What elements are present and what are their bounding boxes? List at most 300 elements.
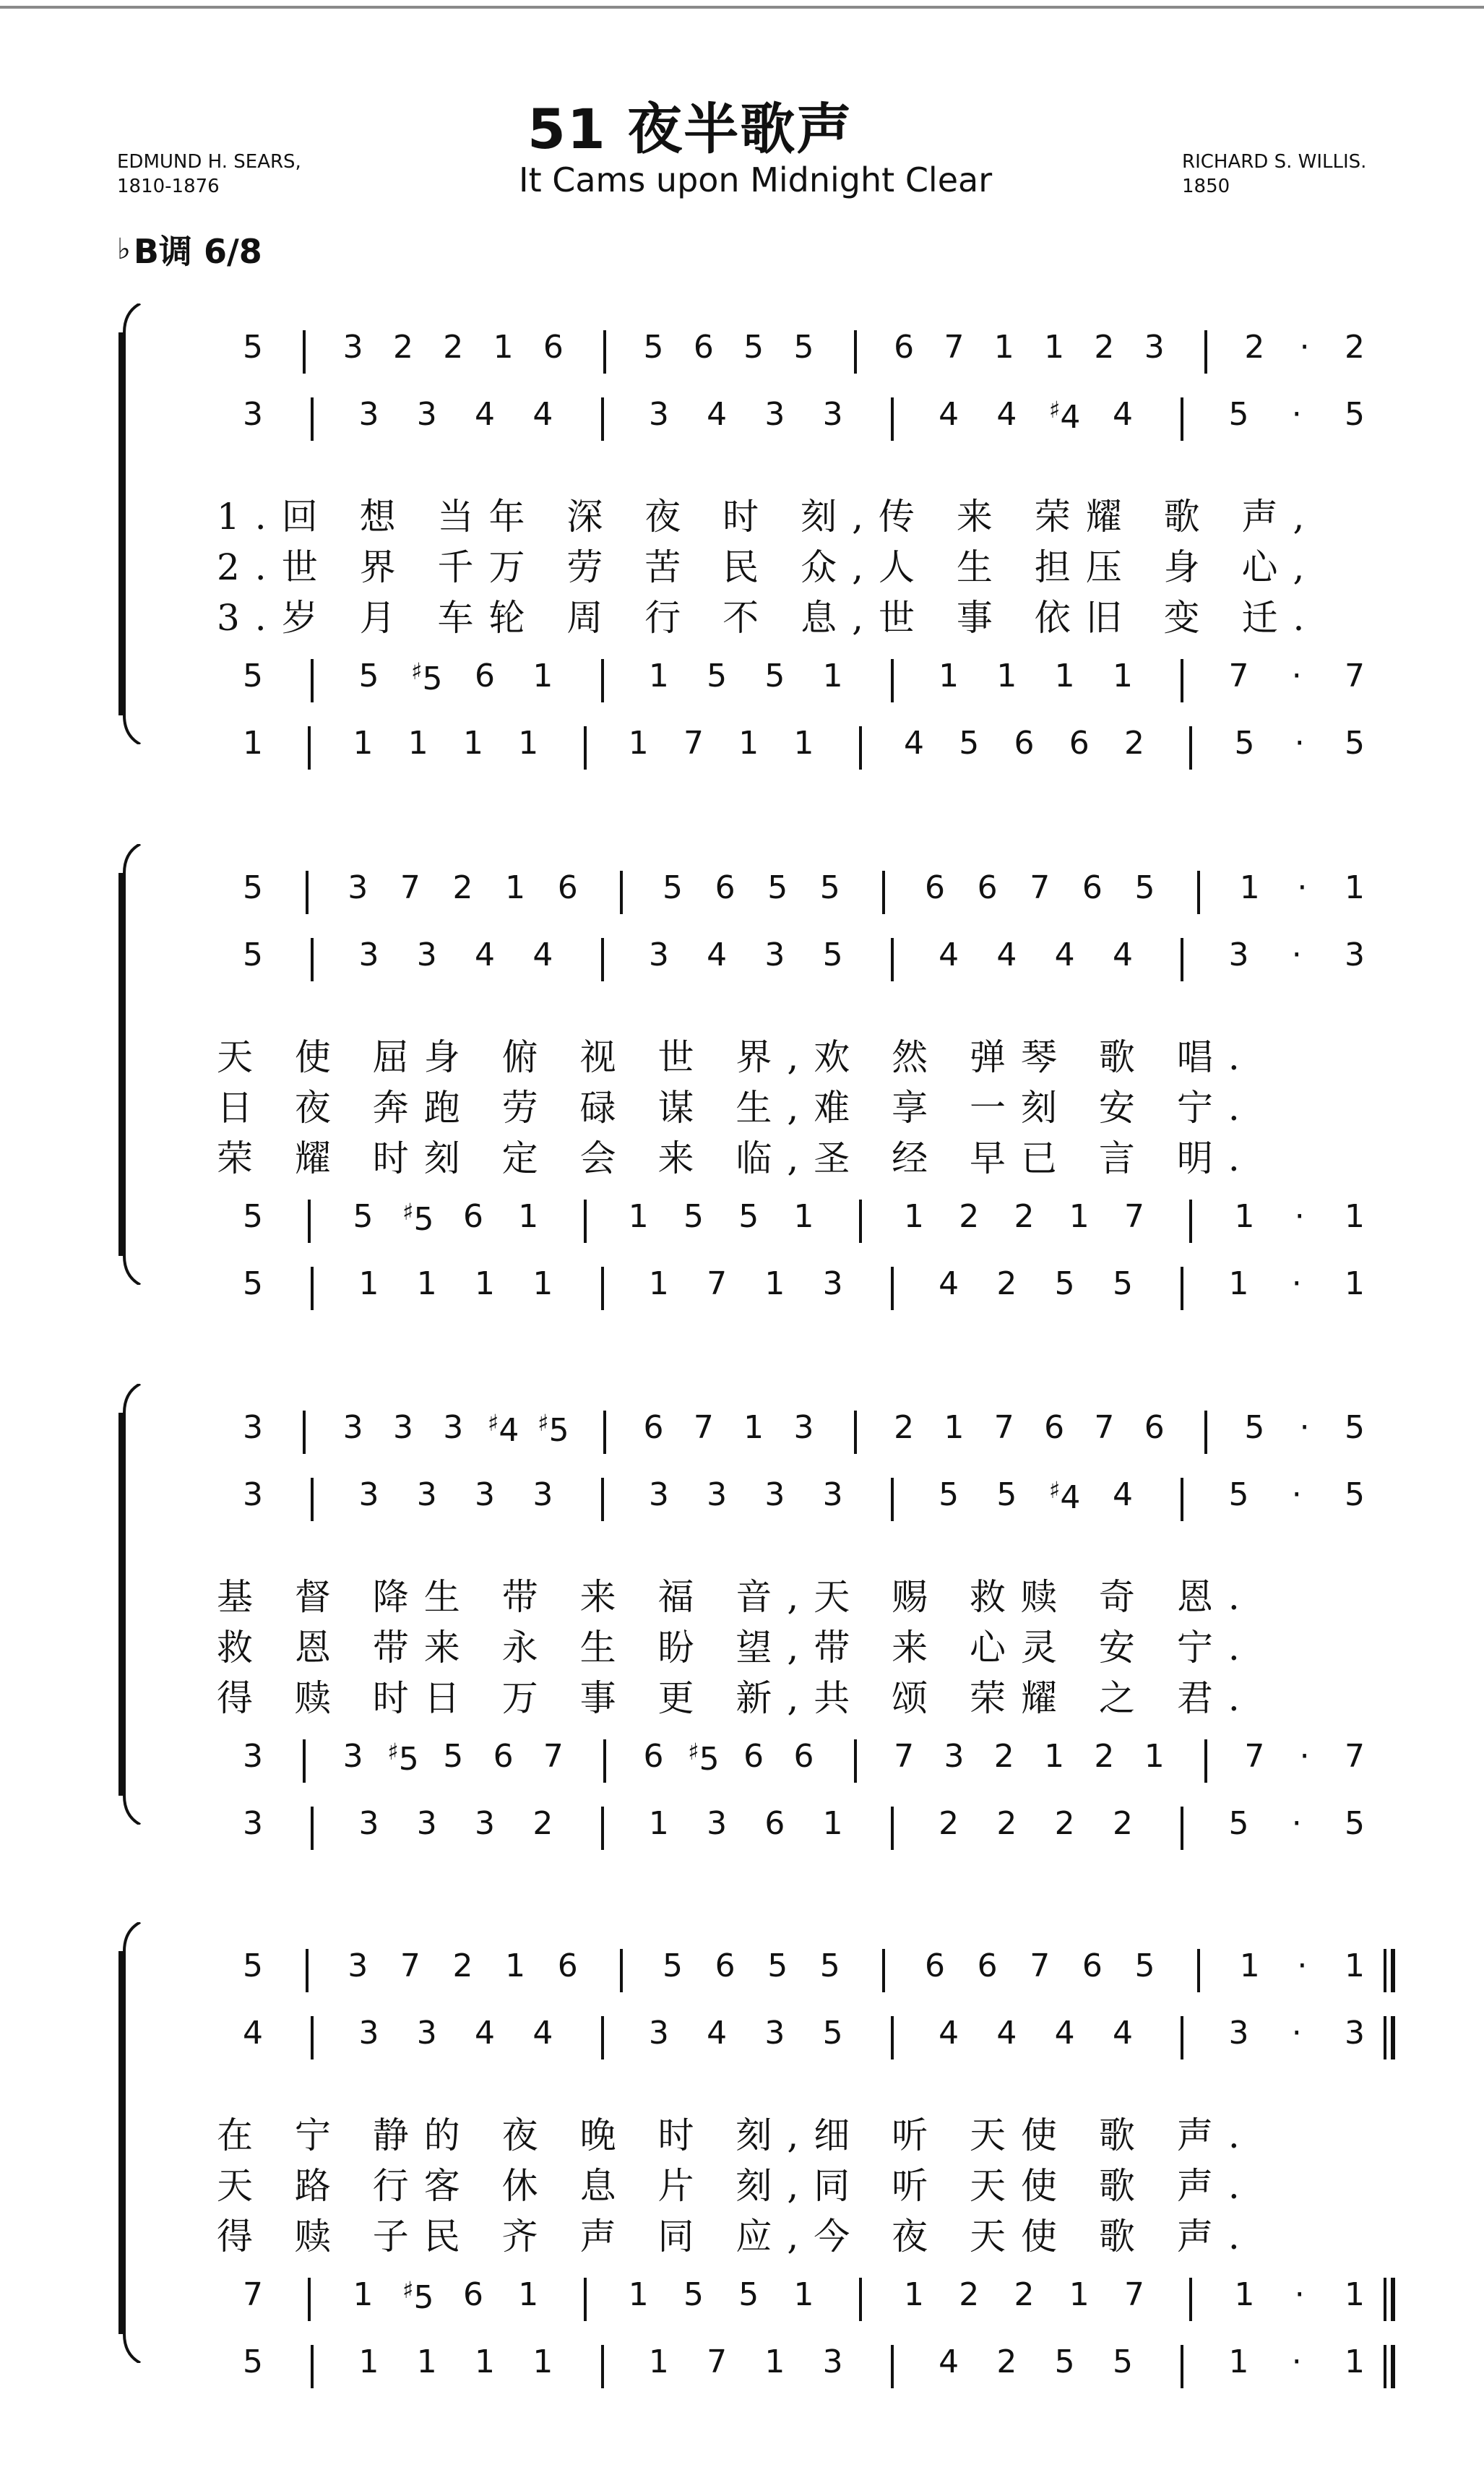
note: 1 [243, 725, 263, 762]
note: 1 [1239, 869, 1260, 906]
bar-line [601, 2345, 604, 2388]
note: 3 [416, 1805, 437, 1842]
note: 3 [416, 396, 437, 433]
note: 7 [683, 725, 704, 762]
note: ♯5 [411, 658, 443, 697]
note: 1 [358, 2343, 379, 2380]
bar-line [1181, 2345, 1183, 2388]
soprano-alto-row [116, 869, 1416, 920]
lyric-line: 1.回 想 当年 深 夜 时 刻,传 来 荣耀 歌 声, [217, 496, 1320, 538]
lyric-line: 在 宁 静的 夜 晚 时 刻,细 听 天使 歌 声. [217, 2114, 1255, 2156]
bar-line [854, 330, 857, 374]
note: 3 [358, 396, 379, 433]
bar-line [601, 659, 604, 702]
note: 2 [939, 1805, 959, 1842]
note: 4 [707, 937, 728, 973]
note: 3 [416, 2015, 437, 2052]
note: 1 [518, 1198, 539, 1235]
note: 2 [1094, 1738, 1115, 1775]
note: 3 [532, 1476, 553, 1513]
tenor-bass-row [116, 1805, 1416, 1856]
rhythm-dot: · [1291, 937, 1302, 973]
note: 5 [643, 329, 664, 366]
hymn-subtitle: It Cams upon Midnight Clear [519, 160, 993, 199]
note: 1 [793, 1198, 814, 1235]
note: 4 [939, 2015, 959, 2052]
note: 1 [939, 658, 959, 694]
note: 1 [1345, 869, 1365, 906]
bar-line [603, 1739, 606, 1783]
note: 1 [1234, 1198, 1255, 1235]
bar-line [603, 330, 606, 374]
tenor-bass-row [116, 1265, 1416, 1316]
note: 3 [348, 869, 368, 906]
note: 3 [1228, 2015, 1249, 2052]
bar-line [882, 1949, 885, 1992]
note: 1 [358, 1265, 379, 1302]
note: 3 [822, 1476, 843, 1513]
bar-line [1204, 330, 1207, 374]
note: 6 [977, 1947, 998, 1984]
bar-line [311, 1267, 314, 1310]
note: 2 [959, 1198, 980, 1235]
bar-line [882, 871, 885, 914]
rhythm-dot: · [1299, 1738, 1310, 1775]
note: 3 [822, 1265, 843, 1302]
note: 1 [407, 725, 428, 762]
note: 6 [743, 1738, 764, 1775]
soprano-alto-row [116, 1476, 1416, 1527]
note: ♯5 [688, 1738, 720, 1778]
note: 1 [944, 1409, 965, 1446]
note: 7 [1244, 1738, 1265, 1775]
note: 5 [793, 329, 814, 366]
lyric-line: 天 使 屈身 俯 视 世 界,欢 然 弹琴 歌 唱. [217, 1036, 1255, 1078]
note: 5 [1345, 725, 1365, 762]
bar-line [1181, 2016, 1183, 2059]
note: 5 [764, 658, 785, 694]
note: 6 [925, 1947, 946, 1984]
note: 4 [707, 2015, 728, 2052]
note: 3 [342, 329, 363, 366]
note: ♯4 [1048, 1476, 1081, 1516]
lyric-line: 救 恩 带来 永 生 盼 望,带 来 心灵 安 宁. [217, 1627, 1255, 1669]
bar-line [584, 2278, 587, 2321]
note: 5 [683, 1198, 704, 1235]
note: 4 [1112, 937, 1133, 973]
bar-line [311, 1807, 314, 1850]
lyric-line: 日 夜 奔跑 劳 碌 谋 生,难 享 一刻 安 宁. [217, 1087, 1255, 1129]
note: 6 [643, 1738, 664, 1775]
note: ♯5 [402, 1198, 434, 1238]
note: 7 [894, 1738, 915, 1775]
score-system [116, 1908, 1416, 2380]
lyric-line: 3.岁 月 车轮 周 行 不 息,世 事 依旧 变 迁. [217, 597, 1320, 639]
note: 5 [1134, 869, 1155, 906]
note: 6 [475, 658, 496, 694]
note: 7 [1030, 869, 1051, 906]
bar-line [311, 397, 314, 441]
note: 1 [793, 725, 814, 762]
bar-line [601, 397, 604, 441]
note: 1 [493, 329, 514, 366]
note: 1 [648, 2343, 669, 2380]
bar-line [584, 726, 587, 770]
note: 1 [822, 1805, 843, 1842]
note: 4 [996, 396, 1017, 433]
lyricist-years: 1810-1876 [117, 176, 220, 197]
note: 2 [1054, 1805, 1075, 1842]
bar-line [601, 1807, 604, 1850]
note: 3 [475, 1805, 496, 1842]
bar-line [854, 1739, 857, 1783]
note: 3 [1144, 329, 1165, 366]
note: 5 [707, 658, 728, 694]
note: 1 [532, 658, 553, 694]
final-bar-line [1384, 1949, 1395, 1992]
tenor-bass-row [116, 1198, 1416, 1249]
note: 2 [1014, 1198, 1035, 1235]
note: 1 [1345, 1947, 1365, 1984]
soprano-alto-row [116, 1947, 1416, 1998]
note: 5 [1244, 1409, 1265, 1446]
note: 2 [1124, 725, 1144, 762]
note: 5 [243, 2343, 263, 2380]
bar-line [891, 1807, 894, 1850]
note: 5 [939, 1476, 959, 1513]
note: 1 [996, 658, 1017, 694]
bar-line [891, 659, 894, 702]
note: 5 [443, 1738, 464, 1775]
note: 5 [743, 329, 764, 366]
note: 5 [358, 658, 379, 694]
note: 6 [925, 869, 946, 906]
note: 4 [1054, 2015, 1075, 2052]
tenor-bass-row [116, 2343, 1416, 2394]
final-bar-line [1384, 2345, 1395, 2388]
note: 5 [819, 869, 840, 906]
note: 4 [475, 396, 496, 433]
note: 7 [1094, 1409, 1115, 1446]
lyric-line: 2.世 界 千万 劳 苦 民 众,人 生 担压 身 心, [217, 546, 1320, 588]
note: 1 [1044, 329, 1065, 366]
note: 6 [557, 1947, 578, 1984]
note: 2 [452, 869, 473, 906]
lyric-line: 天 路 行客 休 息 片 刻,同 听 天使 歌 声. [217, 2165, 1255, 2207]
note: 5 [683, 2276, 704, 2313]
note: 5 [243, 1265, 263, 1302]
note: 3 [764, 396, 785, 433]
note: 2 [993, 1738, 1014, 1775]
note: 2 [959, 2276, 980, 2313]
note: 5 [1112, 1265, 1133, 1302]
bar-line [1197, 1949, 1200, 1992]
note: 3 [1228, 937, 1249, 973]
note: 1 [518, 725, 539, 762]
note: 6 [977, 869, 998, 906]
note: 7 [1228, 658, 1249, 694]
note: 4 [939, 2343, 959, 2380]
soprano-alto-row [116, 1409, 1416, 1460]
note: 1 [822, 658, 843, 694]
bar-line [601, 1267, 604, 1310]
score-system [116, 830, 1416, 1302]
note: 3 [707, 1476, 728, 1513]
bar-line [308, 2278, 311, 2321]
bar-line [584, 1200, 587, 1243]
note: 3 [243, 1409, 263, 1446]
note: 2 [392, 329, 413, 366]
flat-sign: ♭ [117, 233, 131, 266]
note: 4 [1112, 1476, 1133, 1513]
note: 7 [243, 2276, 263, 2313]
rhythm-dot: · [1299, 329, 1310, 366]
key-signature [117, 225, 262, 273]
bar-line [1189, 726, 1192, 770]
bar-line [303, 1739, 306, 1783]
rhythm-dot: · [1294, 2276, 1305, 2313]
bar-line [1181, 659, 1183, 702]
bar-line [859, 726, 862, 770]
note: 6 [557, 869, 578, 906]
note: 4 [475, 2015, 496, 2052]
bar-line [1181, 938, 1183, 981]
note: 2 [996, 1265, 1017, 1302]
note: 1 [475, 2343, 496, 2380]
lyric-line: 得 赎 子民 齐 声 同 应,今 夜 天使 歌 声. [217, 2216, 1255, 2257]
note: 7 [543, 1738, 564, 1775]
note: 4 [996, 2015, 1017, 2052]
note: 3 [648, 1476, 669, 1513]
note: 2 [1345, 329, 1365, 366]
note: 1 [1345, 1198, 1365, 1235]
note: 3 [1345, 2015, 1365, 2052]
note: 4 [1112, 396, 1133, 433]
note: 5 [1054, 2343, 1075, 2380]
bar-line [620, 871, 623, 914]
note: 5 [959, 725, 980, 762]
note: 5 [1345, 1476, 1365, 1513]
note: 4 [1112, 2015, 1133, 2052]
note: 3 [475, 1476, 496, 1513]
note: 7 [400, 1947, 420, 1984]
bar-line [854, 1411, 857, 1454]
note: 6 [463, 2276, 483, 2313]
note: 1 [1234, 2276, 1255, 2313]
note: 6 [715, 869, 735, 906]
bar-line [1204, 1739, 1207, 1783]
note: 5 [243, 937, 263, 973]
note: 1 [648, 1265, 669, 1302]
bar-line [311, 2345, 314, 2388]
note: 3 [342, 1738, 363, 1775]
note: 3 [358, 1805, 379, 1842]
note: 1 [738, 725, 759, 762]
note: 5 [1054, 1265, 1075, 1302]
bar-line [1181, 397, 1183, 441]
note: 6 [1014, 725, 1035, 762]
final-bar-line [1384, 2016, 1395, 2059]
note: 3 [243, 1738, 263, 1775]
note: 3 [822, 2343, 843, 2380]
note: 5 [738, 1198, 759, 1235]
bar-line [859, 2278, 862, 2321]
bar-line [601, 1478, 604, 1521]
note: 3 [243, 396, 263, 433]
note: 6 [793, 1738, 814, 1775]
note: 1 [993, 329, 1014, 366]
note: 1 [628, 1198, 649, 1235]
lyric-line: 荣 耀 时刻 定 会 来 临,圣 经 早已 言 明. [217, 1137, 1255, 1179]
bar-line [1197, 871, 1200, 914]
note: 3 [443, 1409, 464, 1446]
note: ♯4 [487, 1409, 519, 1449]
note: 5 [822, 937, 843, 973]
note: 6 [1082, 869, 1103, 906]
note: 5 [1112, 2343, 1133, 2380]
note: 4 [532, 937, 553, 973]
note: 1 [505, 869, 526, 906]
note: 4 [475, 937, 496, 973]
note: 7 [1345, 658, 1365, 694]
note: 6 [1144, 1409, 1165, 1446]
note: 2 [1244, 329, 1265, 366]
note: 3 [358, 937, 379, 973]
note: 5 [243, 329, 263, 366]
note: 6 [543, 329, 564, 366]
note: 3 [348, 1947, 368, 1984]
note: 2 [996, 1805, 1017, 1842]
note: 7 [707, 2343, 728, 2380]
note: 2 [996, 2343, 1017, 2380]
note: 4 [904, 725, 924, 762]
note: 7 [944, 329, 965, 366]
bar-line [891, 2016, 894, 2059]
rhythm-dot: · [1297, 1947, 1308, 1984]
bar-line [891, 397, 894, 441]
note: 5 [1234, 725, 1255, 762]
note: 7 [1030, 1947, 1051, 1984]
note: 5 [243, 1198, 263, 1235]
note: 1 [1112, 658, 1133, 694]
note: 4 [939, 396, 959, 433]
bar-line [311, 659, 314, 702]
note: 1 [532, 2343, 553, 2380]
note: 5 [243, 658, 263, 694]
note: 5 [1134, 1947, 1155, 1984]
note: 1 [904, 2276, 924, 2313]
note: 1 [475, 1265, 496, 1302]
note: 2 [894, 1409, 915, 1446]
bar-line [1189, 2278, 1192, 2321]
tenor-bass-row [116, 725, 1416, 775]
note: 1 [518, 2276, 539, 2313]
note: 5 [662, 869, 683, 906]
rhythm-dot: · [1291, 1265, 1302, 1302]
note: ♯4 [1048, 396, 1081, 436]
note: 6 [643, 1409, 664, 1446]
note: ♯5 [538, 1409, 569, 1449]
lyric-line: 基 督 降生 带 来 福 音,天 赐 救赎 奇 恩. [217, 1576, 1255, 1618]
bar-line [620, 1949, 623, 1992]
note: 3 [243, 1805, 263, 1842]
bar-line [308, 726, 311, 770]
note: 5 [1345, 1409, 1365, 1446]
note: 4 [532, 2015, 553, 2052]
note: 1 [648, 1805, 669, 1842]
soprano-alto-row [116, 937, 1416, 987]
tenor-bass-row [116, 2276, 1416, 2327]
bar-line [1181, 1478, 1183, 1521]
bar-line [306, 871, 309, 914]
note: 1 [793, 2276, 814, 2313]
note: 1 [764, 1265, 785, 1302]
bar-line [891, 1267, 894, 1310]
soprano-alto-row [116, 329, 1416, 379]
note: 6 [1082, 1947, 1103, 1984]
rhythm-dot: · [1297, 869, 1308, 906]
composer-name: RICHARD S. WILLIS. [1182, 151, 1367, 173]
note: 3 [648, 396, 669, 433]
note: 5 [1228, 1805, 1249, 1842]
soprano-alto-row [116, 2015, 1416, 2065]
note: 3 [358, 1476, 379, 1513]
note: 3 [764, 1476, 785, 1513]
bar-line [891, 1478, 894, 1521]
note: 1 [1228, 1265, 1249, 1302]
lyric-line: 得 赎 时日 万 事 更 新,共 颂 荣耀 之 君. [217, 1677, 1255, 1719]
note: 7 [693, 1409, 714, 1446]
note: 3 [358, 2015, 379, 2052]
note: 1 [463, 725, 483, 762]
lyricist-name: EDMUND H. SEARS, [117, 151, 301, 173]
rhythm-dot: · [1291, 1805, 1302, 1842]
composer-years: 1850 [1182, 176, 1230, 197]
note: 7 [707, 1265, 728, 1302]
bar-line [601, 938, 604, 981]
bar-line [311, 2016, 314, 2059]
note: 1 [532, 1265, 553, 1302]
note: 5 [767, 1947, 788, 1984]
note: 7 [993, 1409, 1014, 1446]
bar-line [1181, 1267, 1183, 1310]
note: 1 [1144, 1738, 1165, 1775]
note: 1 [648, 658, 669, 694]
note: 3 [243, 1476, 263, 1513]
note: 3 [944, 1738, 965, 1775]
key-text: B调 6/8 [133, 232, 262, 271]
note: 5 [662, 1947, 683, 1984]
rhythm-dot: · [1291, 396, 1302, 433]
note: 5 [1228, 396, 1249, 433]
note: 2 [532, 1805, 553, 1842]
bar-line [891, 2345, 894, 2388]
lyricist-credit [117, 150, 301, 199]
note: 4 [707, 396, 728, 433]
bar-line [308, 1200, 311, 1243]
note: 1 [1228, 2343, 1249, 2380]
note: 6 [493, 1738, 514, 1775]
note: 1 [1345, 1265, 1365, 1302]
rhythm-dot: · [1299, 1409, 1310, 1446]
note: 6 [463, 1198, 483, 1235]
bar-line [306, 1949, 309, 1992]
note: 5 [353, 1198, 374, 1235]
score-system [116, 289, 1416, 762]
rhythm-dot: · [1291, 1476, 1302, 1513]
note: 1 [743, 1409, 764, 1446]
note: 5 [243, 869, 263, 906]
